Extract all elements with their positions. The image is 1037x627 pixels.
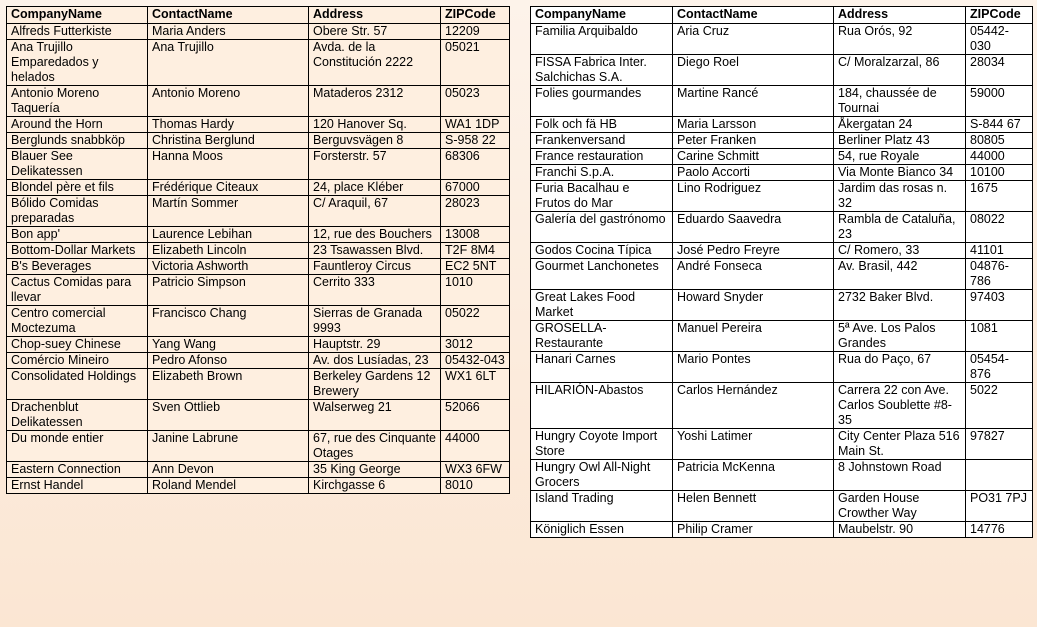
table-row bbox=[7, 369, 510, 400]
contact-name-cell: Manuel Pereira bbox=[673, 321, 834, 352]
contact-name-cell: Roland Mendel bbox=[148, 478, 309, 494]
zip-code-cell: 5022 bbox=[966, 383, 1033, 429]
company-name-cell: Bólido Comidas preparadas bbox=[7, 196, 148, 227]
contact-name-cell: Eduardo Saavedra bbox=[673, 212, 834, 243]
company-name-cell: Consolidated Holdings bbox=[7, 369, 148, 400]
zip-code-cell: 59000 bbox=[966, 86, 1033, 117]
address-cell: 8 Johnstown Road bbox=[834, 460, 966, 491]
table-row bbox=[7, 180, 510, 196]
address-cell: Via Monte Bianco 34 bbox=[834, 165, 966, 181]
company-name-cell: Around the Horn bbox=[7, 117, 148, 133]
company-name-cell: Ana Trujillo Emparedados y helados bbox=[7, 40, 148, 86]
zip-code-cell: 05023 bbox=[441, 86, 510, 117]
company-name-cell: Hanari Carnes bbox=[531, 352, 673, 383]
table-row bbox=[7, 227, 510, 243]
contact-name-cell: Carlos Hernández bbox=[673, 383, 834, 429]
contact-name-cell: Thomas Hardy bbox=[148, 117, 309, 133]
table-row bbox=[7, 275, 510, 306]
contact-name-cell: Sven Ottlieb bbox=[148, 400, 309, 431]
company-name-cell: Comércio Mineiro bbox=[7, 353, 148, 369]
zip-code-cell: 44000 bbox=[441, 431, 510, 462]
address-cell: 120 Hanover Sq. bbox=[309, 117, 441, 133]
contact-name-cell: Aria Cruz bbox=[673, 24, 834, 55]
zip-code-cell: WX1 6LT bbox=[441, 369, 510, 400]
table-row bbox=[7, 24, 510, 40]
company-name-cell: B's Beverages bbox=[7, 259, 148, 275]
table-row bbox=[7, 196, 510, 227]
table-row bbox=[7, 117, 510, 133]
address-cell: Kirchgasse 6 bbox=[309, 478, 441, 494]
zip-code-cell: 1010 bbox=[441, 275, 510, 306]
zip-code-cell: 05021 bbox=[441, 40, 510, 86]
address-cell: 23 Tsawassen Blvd. bbox=[309, 243, 441, 259]
zip-code-cell: 97403 bbox=[966, 290, 1033, 321]
table-row bbox=[7, 133, 510, 149]
table-row bbox=[531, 491, 1033, 522]
company-name-cell: Hungry Coyote Import Store bbox=[531, 429, 673, 460]
company-name-cell: France restauration bbox=[531, 149, 673, 165]
company-name-cell: Königlich Essen bbox=[531, 522, 673, 538]
address-cell: C/ Moralzarzal, 86 bbox=[834, 55, 966, 86]
company-name-cell: Folk och fä HB bbox=[531, 117, 673, 133]
company-name-cell: Familia Arquibaldo bbox=[531, 24, 673, 55]
zip-code-cell: S-958 22 bbox=[441, 133, 510, 149]
contact-name-cell: Maria Larsson bbox=[673, 117, 834, 133]
contact-name-cell: Francisco Chang bbox=[148, 306, 309, 337]
table-row bbox=[531, 55, 1033, 86]
contact-name-cell: Laurence Lebihan bbox=[148, 227, 309, 243]
contact-name-cell: Peter Franken bbox=[673, 133, 834, 149]
address-cell: 67, rue des Cinquante Otages bbox=[309, 431, 441, 462]
zip-code-cell: 8010 bbox=[441, 478, 510, 494]
column-header-zipcode: ZIPCode bbox=[966, 7, 1033, 24]
address-cell: Rua Orós, 92 bbox=[834, 24, 966, 55]
address-cell: Avda. de la Constitución 2222 bbox=[309, 40, 441, 86]
company-name-cell: Gourmet Lanchonetes bbox=[531, 259, 673, 290]
table-row bbox=[7, 431, 510, 462]
contact-name-cell: Patricio Simpson bbox=[148, 275, 309, 306]
table-row bbox=[531, 86, 1033, 117]
contact-name-cell: Ann Devon bbox=[148, 462, 309, 478]
contact-name-cell: Lino Rodriguez bbox=[673, 181, 834, 212]
address-cell: Berguvsvägen 8 bbox=[309, 133, 441, 149]
table-row bbox=[7, 306, 510, 337]
company-name-cell: Bottom-Dollar Markets bbox=[7, 243, 148, 259]
zip-code-cell: 1675 bbox=[966, 181, 1033, 212]
company-name-cell: Furia Bacalhau e Frutos do Mar bbox=[531, 181, 673, 212]
company-name-cell: Antonio Moreno Taquería bbox=[7, 86, 148, 117]
company-name-cell: Berglunds snabbköp bbox=[7, 133, 148, 149]
address-cell: 54, rue Royale bbox=[834, 149, 966, 165]
contact-name-cell: Maria Anders bbox=[148, 24, 309, 40]
table-row bbox=[531, 383, 1033, 429]
header-row bbox=[531, 7, 1033, 24]
zip-code-cell: 67000 bbox=[441, 180, 510, 196]
table-row bbox=[7, 86, 510, 117]
company-name-cell: Hungry Owl All-Night Grocers bbox=[531, 460, 673, 491]
zip-code-cell: 08022 bbox=[966, 212, 1033, 243]
contact-name-cell: Helen Bennett bbox=[673, 491, 834, 522]
address-cell: Rua do Paço, 67 bbox=[834, 352, 966, 383]
address-cell: 35 King George bbox=[309, 462, 441, 478]
zip-code-cell: 1081 bbox=[966, 321, 1033, 352]
company-name-cell: Island Trading bbox=[531, 491, 673, 522]
company-name-cell: Blauer See Delikatessen bbox=[7, 149, 148, 180]
table-row bbox=[531, 522, 1033, 538]
company-name-cell: Galería del gastrónomo bbox=[531, 212, 673, 243]
zip-code-cell: 05454-876 bbox=[966, 352, 1033, 383]
table-row bbox=[531, 212, 1033, 243]
table-row bbox=[7, 243, 510, 259]
address-cell: City Center Plaza 516 Main St. bbox=[834, 429, 966, 460]
company-name-cell: Godos Cocina Típica bbox=[531, 243, 673, 259]
zip-code-cell: 28034 bbox=[966, 55, 1033, 86]
company-name-cell: Great Lakes Food Market bbox=[531, 290, 673, 321]
zip-code-cell: 97827 bbox=[966, 429, 1033, 460]
zip-code-cell: PO31 7PJ bbox=[966, 491, 1033, 522]
company-name-cell: Drachenblut Delikatessen bbox=[7, 400, 148, 431]
column-header-contactname: ContactName bbox=[148, 7, 309, 24]
address-cell: Av. Brasil, 442 bbox=[834, 259, 966, 290]
zip-code-cell: 28023 bbox=[441, 196, 510, 227]
company-name-cell: Ernst Handel bbox=[7, 478, 148, 494]
address-cell: Obere Str. 57 bbox=[309, 24, 441, 40]
table-row bbox=[531, 243, 1033, 259]
contact-name-cell: Yoshi Latimer bbox=[673, 429, 834, 460]
address-cell: 24, place Kléber bbox=[309, 180, 441, 196]
company-name-cell: Chop-suey Chinese bbox=[7, 337, 148, 353]
column-header-address: Address bbox=[834, 7, 966, 24]
table-row bbox=[7, 259, 510, 275]
table-row bbox=[7, 40, 510, 86]
contact-name-cell: Philip Cramer bbox=[673, 522, 834, 538]
header-row bbox=[7, 7, 510, 24]
contact-name-cell: Yang Wang bbox=[148, 337, 309, 353]
address-cell: Maubelstr. 90 bbox=[834, 522, 966, 538]
address-cell: 5ª Ave. Los Palos Grandes bbox=[834, 321, 966, 352]
zip-code-cell: 10100 bbox=[966, 165, 1033, 181]
contact-name-cell: Antonio Moreno bbox=[148, 86, 309, 117]
table-row bbox=[531, 165, 1033, 181]
contact-name-cell: Elizabeth Brown bbox=[148, 369, 309, 400]
table-row bbox=[7, 400, 510, 431]
contact-name-cell: Paolo Accorti bbox=[673, 165, 834, 181]
customers-table-right bbox=[530, 6, 1033, 538]
contact-name-cell: Janine Labrune bbox=[148, 431, 309, 462]
address-cell: 184, chaussée de Tournai bbox=[834, 86, 966, 117]
company-name-cell: Eastern Connection bbox=[7, 462, 148, 478]
company-name-cell: FISSA Fabrica Inter. Salchichas S.A. bbox=[531, 55, 673, 86]
contact-name-cell: Carine Schmitt bbox=[673, 149, 834, 165]
zip-code-cell: WX3 6FW bbox=[441, 462, 510, 478]
table-row bbox=[531, 429, 1033, 460]
address-cell: Sierras de Granada 9993 bbox=[309, 306, 441, 337]
contact-name-cell: Howard Snyder bbox=[673, 290, 834, 321]
zip-code-cell: 44000 bbox=[966, 149, 1033, 165]
address-cell: Walserweg 21 bbox=[309, 400, 441, 431]
address-cell: Carrera 22 con Ave. Carlos Soublette #8-35 bbox=[834, 383, 966, 429]
company-name-cell: Alfreds Futterkiste bbox=[7, 24, 148, 40]
company-name-cell: Franchi S.p.A. bbox=[531, 165, 673, 181]
zip-code-cell: 05022 bbox=[441, 306, 510, 337]
table-row bbox=[7, 337, 510, 353]
zip-code-cell: 05432-043 bbox=[441, 353, 510, 369]
address-cell: Cerrito 333 bbox=[309, 275, 441, 306]
zip-code-cell: 41101 bbox=[966, 243, 1033, 259]
contact-name-cell: Diego Roel bbox=[673, 55, 834, 86]
column-header-companyname: CompanyName bbox=[531, 7, 673, 24]
address-cell: Av. dos Lusíadas, 23 bbox=[309, 353, 441, 369]
table-row bbox=[531, 290, 1033, 321]
table-row bbox=[7, 462, 510, 478]
contact-name-cell: Christina Berglund bbox=[148, 133, 309, 149]
contact-name-cell: Pedro Afonso bbox=[148, 353, 309, 369]
column-header-contactname: ContactName bbox=[673, 7, 834, 24]
contact-name-cell: Victoria Ashworth bbox=[148, 259, 309, 275]
table-row bbox=[531, 24, 1033, 55]
company-name-cell: Folies gourmandes bbox=[531, 86, 673, 117]
company-name-cell: Cactus Comidas para llevar bbox=[7, 275, 148, 306]
table-row bbox=[7, 149, 510, 180]
table-row bbox=[531, 133, 1033, 149]
zip-code-cell: 05442-030 bbox=[966, 24, 1033, 55]
contact-name-cell: Patricia McKenna bbox=[673, 460, 834, 491]
zip-code-cell: EC2 5NT bbox=[441, 259, 510, 275]
address-cell: C/ Araquil, 67 bbox=[309, 196, 441, 227]
zip-code-cell: 14776 bbox=[966, 522, 1033, 538]
column-header-address: Address bbox=[309, 7, 441, 24]
address-cell: Rambla de Cataluña, 23 bbox=[834, 212, 966, 243]
contact-name-cell: Elizabeth Lincoln bbox=[148, 243, 309, 259]
address-cell: Jardim das rosas n. 32 bbox=[834, 181, 966, 212]
contact-name-cell: Martín Sommer bbox=[148, 196, 309, 227]
zip-code-cell: 3012 bbox=[441, 337, 510, 353]
zip-code-cell bbox=[966, 460, 1033, 491]
zip-code-cell: T2F 8M4 bbox=[441, 243, 510, 259]
table-row bbox=[531, 321, 1033, 352]
company-name-cell: Frankenversand bbox=[531, 133, 673, 149]
contact-name-cell: Mario Pontes bbox=[673, 352, 834, 383]
table-row bbox=[531, 352, 1033, 383]
zip-code-cell: 13008 bbox=[441, 227, 510, 243]
contact-name-cell: Frédérique Citeaux bbox=[148, 180, 309, 196]
column-header-zipcode: ZIPCode bbox=[441, 7, 510, 24]
company-name-cell: Du monde entier bbox=[7, 431, 148, 462]
company-name-cell: Blondel père et fils bbox=[7, 180, 148, 196]
customers-table-left bbox=[6, 6, 510, 494]
contact-name-cell: Martine Rancé bbox=[673, 86, 834, 117]
address-cell: Mataderos 2312 bbox=[309, 86, 441, 117]
zip-code-cell: S-844 67 bbox=[966, 117, 1033, 133]
contact-name-cell: Ana Trujillo bbox=[148, 40, 309, 86]
table-row bbox=[531, 117, 1033, 133]
address-cell: Fauntleroy Circus bbox=[309, 259, 441, 275]
zip-code-cell: 12209 bbox=[441, 24, 510, 40]
company-name-cell: GROSELLA-Restaurante bbox=[531, 321, 673, 352]
address-cell: 2732 Baker Blvd. bbox=[834, 290, 966, 321]
table-row bbox=[531, 460, 1033, 491]
zip-code-cell: 68306 bbox=[441, 149, 510, 180]
company-name-cell: Bon app' bbox=[7, 227, 148, 243]
address-cell: C/ Romero, 33 bbox=[834, 243, 966, 259]
table-row bbox=[531, 259, 1033, 290]
address-cell: Berliner Platz 43 bbox=[834, 133, 966, 149]
address-cell: Hauptstr. 29 bbox=[309, 337, 441, 353]
table-row bbox=[7, 353, 510, 369]
table-row bbox=[531, 149, 1033, 165]
table-row bbox=[531, 181, 1033, 212]
address-cell: 12, rue des Bouchers bbox=[309, 227, 441, 243]
company-name-cell: HILARIÓN-Abastos bbox=[531, 383, 673, 429]
address-cell: Garden House Crowther Way bbox=[834, 491, 966, 522]
contact-name-cell: Hanna Moos bbox=[148, 149, 309, 180]
contact-name-cell: André Fonseca bbox=[673, 259, 834, 290]
address-cell: Åkergatan 24 bbox=[834, 117, 966, 133]
zip-code-cell: WA1 1DP bbox=[441, 117, 510, 133]
address-cell: Forsterstr. 57 bbox=[309, 149, 441, 180]
zip-code-cell: 04876-786 bbox=[966, 259, 1033, 290]
table-row bbox=[7, 478, 510, 494]
company-name-cell: Centro comercial Moctezuma bbox=[7, 306, 148, 337]
address-cell: Berkeley Gardens 12 Brewery bbox=[309, 369, 441, 400]
contact-name-cell: José Pedro Freyre bbox=[673, 243, 834, 259]
zip-code-cell: 52066 bbox=[441, 400, 510, 431]
column-header-companyname: CompanyName bbox=[7, 7, 148, 24]
zip-code-cell: 80805 bbox=[966, 133, 1033, 149]
